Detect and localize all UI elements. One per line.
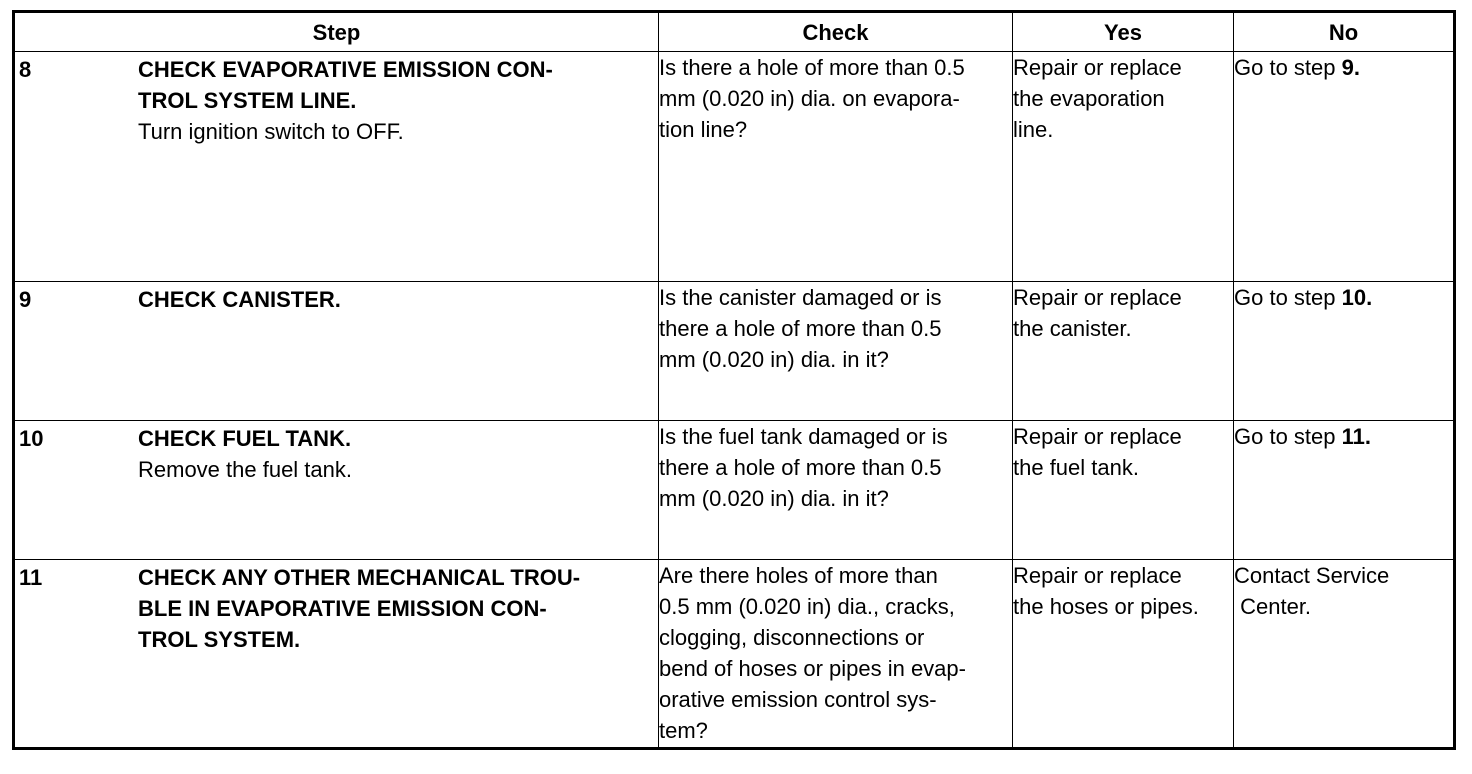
step-title (138, 54, 638, 116)
step-title-line: CHECK EVAPORATIVE EMISSION CON- (138, 57, 553, 82)
check-line: mm (0.020 in) dia. in it? (659, 486, 889, 511)
yes-line: the evaporation (1013, 86, 1165, 111)
yes-line: the hoses or pipes. (1013, 594, 1199, 619)
step-link[interactable]: 9. (1341, 55, 1360, 80)
yes-line: Repair or replace (1013, 424, 1182, 449)
check-line: orative emission control sys- (659, 687, 937, 712)
no-cell (1234, 421, 1455, 560)
header-step: Step (14, 12, 659, 52)
step-title-line: CHECK FUEL TANK. (138, 426, 352, 451)
step-title-line: BLE IN EVAPORATIVE EMISSION CON- (138, 596, 547, 621)
check-line: bend of hoses or pipes in evap- (659, 656, 966, 681)
table-row (14, 560, 1455, 749)
step-title (138, 562, 638, 655)
check-line: Are there holes of more than (659, 563, 938, 588)
step-number: 10 (19, 426, 44, 451)
check-line: Is the canister damaged or is (659, 285, 942, 310)
no-line: Contact Service (1234, 563, 1390, 588)
step-cell (14, 52, 659, 282)
check-line: there a hole of more than 0.5 (659, 455, 942, 480)
check-line: Is there a hole of more than 0.5 (659, 55, 965, 80)
no-cell (1234, 282, 1455, 421)
step-title (138, 284, 638, 315)
step-number: 9 (19, 287, 32, 312)
step-number: 8 (19, 57, 32, 82)
step-detail: Remove the fuel tank. (138, 457, 353, 482)
check-cell (659, 282, 1013, 421)
yes-cell (1013, 421, 1234, 560)
table-row (14, 52, 1455, 282)
yes-line: the canister. (1013, 316, 1132, 341)
table-row (14, 421, 1455, 560)
step-title (138, 423, 638, 454)
check-line: there a hole of more than 0.5 (659, 316, 942, 341)
step-cell (14, 282, 659, 421)
yes-line: Repair or replace (1013, 55, 1182, 80)
no-cell (1234, 52, 1455, 282)
step-link[interactable]: 10. (1341, 285, 1373, 310)
check-line: tem? (659, 718, 708, 743)
yes-line: line. (1013, 117, 1054, 142)
check-line: 0.5 mm (0.020 in) dia., cracks, (659, 594, 955, 619)
step-detail: Turn ignition switch to OFF. (138, 119, 404, 144)
check-cell (659, 52, 1013, 282)
step-link[interactable]: 11. (1341, 424, 1371, 449)
check-line: tion line? (659, 117, 748, 142)
table-row (14, 282, 1455, 421)
yes-line: Repair or replace (1013, 285, 1182, 310)
check-line: mm (0.020 in) dia. in it? (659, 347, 889, 372)
no-text: Go to step (1234, 285, 1342, 310)
yes-cell (1013, 282, 1234, 421)
header-no: No (1234, 12, 1455, 52)
no-cell (1234, 560, 1455, 749)
no-text: Go to step (1234, 424, 1342, 449)
no-line: Center. (1234, 594, 1312, 619)
yes-line: the fuel tank. (1013, 455, 1139, 480)
step-cell (14, 421, 659, 560)
step-number: 11 (19, 565, 43, 590)
check-line: Is the fuel tank damaged or is (659, 424, 948, 449)
header-row (14, 12, 1455, 52)
header-check: Check (659, 12, 1013, 52)
check-cell (659, 421, 1013, 560)
yes-line: Repair or replace (1013, 563, 1182, 588)
step-title-line: CHECK CANISTER. (138, 287, 341, 312)
yes-cell (1013, 52, 1234, 282)
step-title-line: TROL SYSTEM. (138, 627, 301, 652)
diagnostic-table (12, 10, 1456, 750)
step-cell (14, 560, 659, 749)
check-line: clogging, disconnections or (659, 625, 925, 650)
yes-cell (1013, 560, 1234, 749)
header-yes: Yes (1013, 12, 1234, 52)
no-text: Go to step (1234, 55, 1342, 80)
step-title-line: CHECK ANY OTHER MECHANICAL TROU- (138, 565, 581, 590)
check-line: mm (0.020 in) dia. on evapora- (659, 86, 960, 111)
check-cell (659, 560, 1013, 749)
step-title-line: TROL SYSTEM LINE. (138, 88, 357, 113)
